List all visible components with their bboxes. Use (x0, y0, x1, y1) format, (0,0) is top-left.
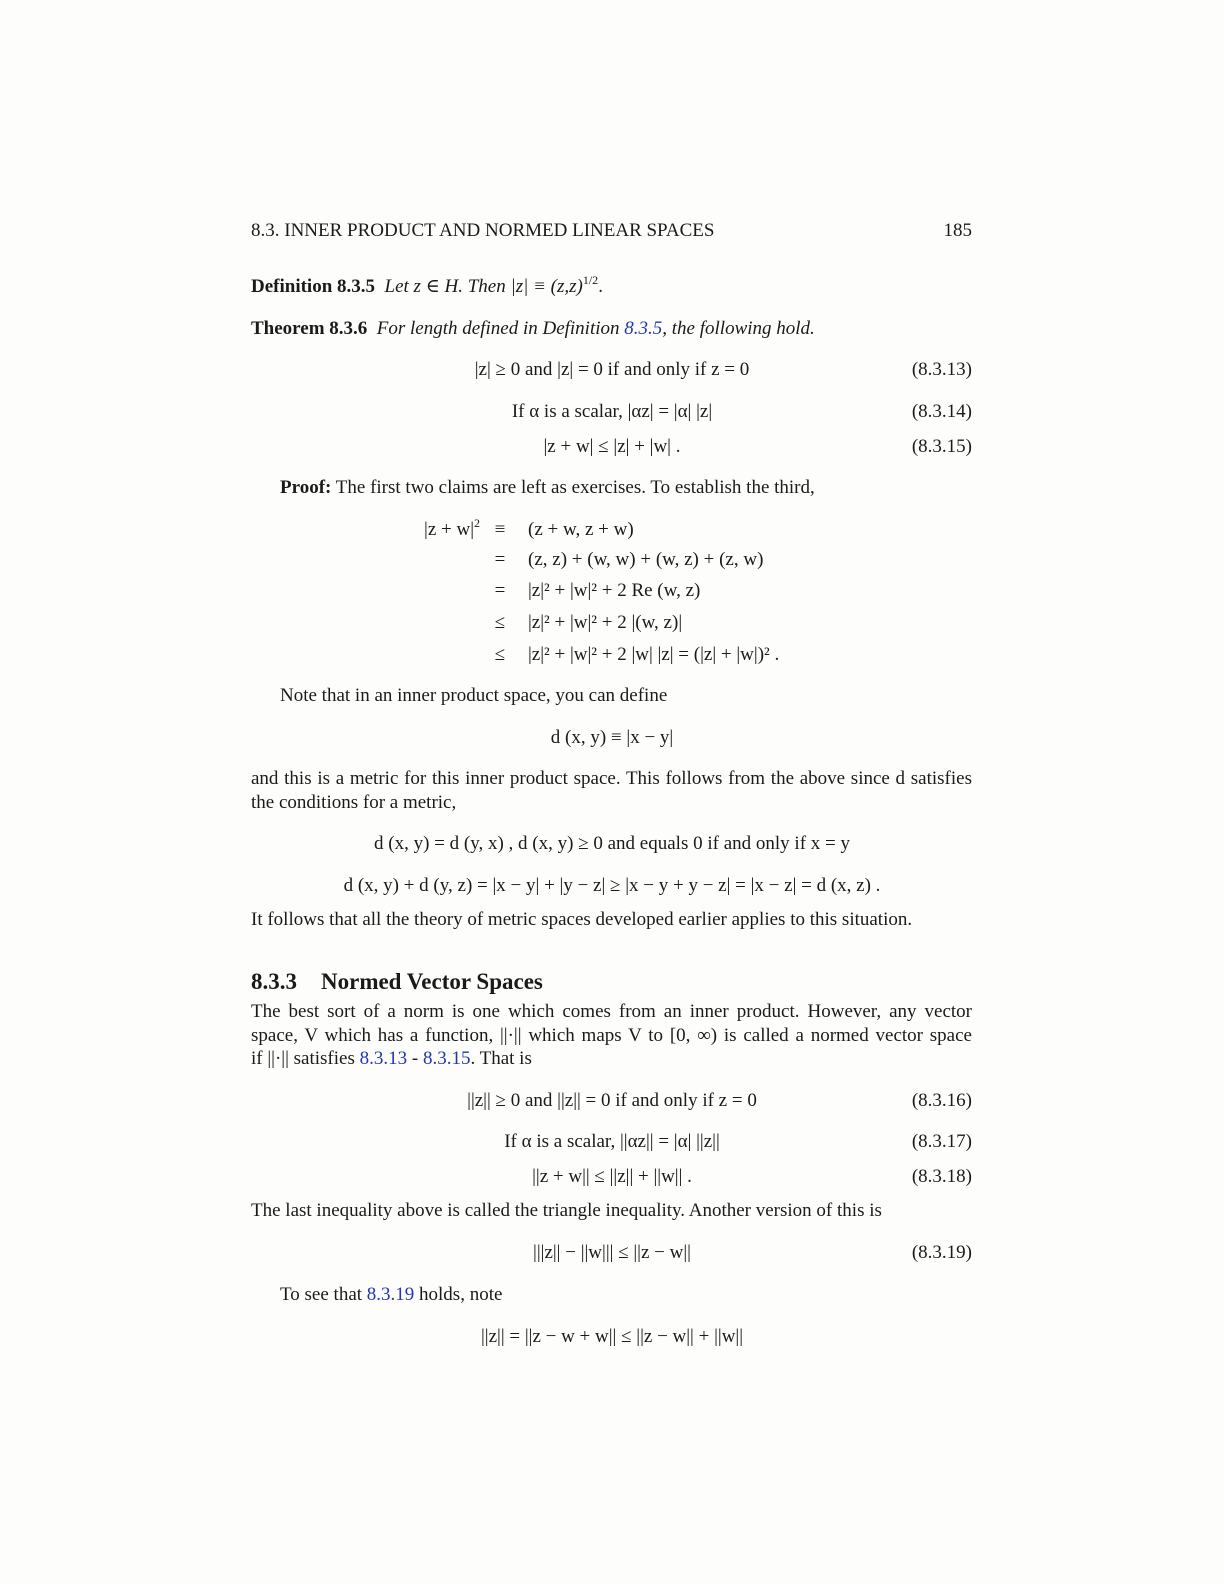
theorem-8-3-6: Theorem 8.3.6 For length defined in Definition 8.3.5, the following hold. (251, 318, 815, 339)
equation-number: (8.3.18) (911, 1166, 972, 1187)
equation-8-3-17: If α is a scalar, ||αz|| = |α| ||z|| (504, 1131, 720, 1152)
align-op: ≤ (494, 644, 506, 665)
metric-definition: d (x, y) ≡ |x − y| (550, 727, 674, 748)
definition-label: Definition 8.3.5 (251, 276, 376, 297)
definition-text: Let z ∈ H. Then |z| ≡ (z,z) (384, 276, 583, 297)
section-number: 8.3.3 (251, 969, 297, 994)
final-equation: ||z|| = ||z − w + w|| ≤ ||z − w|| + ||w|| (480, 1326, 744, 1347)
definition-exponent: 1/2 (582, 273, 599, 287)
section-heading (251, 968, 543, 996)
note-paragraph: Note that in an inner product space, you can define (280, 685, 668, 706)
align-lhs: $|z + w|^2$ (424, 516, 480, 540)
theorem-label: Theorem 8.3.6 (251, 318, 368, 339)
align-op: ≡ (494, 519, 506, 540)
paragraph-norm-line1: The best sort of a norm is one which comes from an inner product. However, any vector (251, 1001, 972, 1022)
align-op: = (494, 580, 506, 601)
ref-link-8-3-19[interactable]: 8.3.19 (366, 1284, 415, 1305)
section-title: Normed Vector Spaces (321, 969, 543, 994)
paragraph-metric: and this is a metric for this inner product space. This follows from the above since d satisfies the conditions for a metric, (251, 768, 972, 813)
ref-link-8-3-5[interactable]: 8.3.5 (624, 318, 663, 339)
definition-8-3-5: Definition 8.3.5 Let z ∈ H. Then $|z| \equiv (z,z)^{1/2}$. (251, 273, 603, 297)
equation-number: (8.3.13) (911, 359, 972, 380)
align-rhs: |z|² + |w|² + 2 Re (w, z) (528, 580, 701, 601)
equation-number: (8.3.17) (911, 1131, 972, 1152)
equation-8-3-13: |z| ≥ 0 and |z| = 0 if and only if z = 0 (474, 359, 750, 380)
metric-condition-1: d (x, y) = d (y, x) , d (x, y) ≥ 0 and equals 0 if and only if x = y (374, 833, 850, 854)
equation-8-3-18: ||z + w|| ≤ ||z|| + ||w|| . (532, 1166, 692, 1187)
equation-8-3-15: |z + w| ≤ |z| + |w| . (543, 436, 681, 457)
proof-label: Proof: (280, 477, 332, 498)
align-rhs: (z + w, z + w) (528, 519, 634, 540)
page-number: 185 (943, 220, 972, 241)
equation-8-3-19: |||z|| − ||w||| ≤ ||z − w|| (533, 1242, 691, 1263)
paragraph-to-see: To see that 8.3.19 holds, note (280, 1284, 503, 1305)
paragraph-norm-line3: if ||·|| satisfies 8.3.13 - 8.3.15. That is (251, 1048, 532, 1069)
equation-number: (8.3.19) (911, 1242, 972, 1263)
paragraph-norm-line2: space, V which has a function, ||·|| which maps V to [0, ∞) is called a normed vector space (251, 1025, 972, 1046)
metric-condition-2: d (x, y) + d (y, z) = |x − y| + |y − z| ≥ |x − y + y − z| = |x − z| = d (x, z) . (343, 875, 881, 896)
align-op: ≤ (494, 612, 506, 633)
proof-line: Proof: The first two claims are left as exercises. To establish the third, (280, 477, 815, 498)
running-header: 8.3. INNER PRODUCT AND NORMED LINEAR SPACES (251, 220, 715, 241)
equation-8-3-14: If α is a scalar, |αz| = |α| |z| (511, 401, 713, 422)
align-rhs: (z, z) + (w, w) + (w, z) + (z, w) (528, 549, 764, 570)
paragraph-follows: It follows that all the theory of metric spaces developed earlier applies to this situation. (251, 909, 913, 930)
ref-link-8-3-13[interactable]: 8.3.13 (359, 1048, 408, 1069)
equation-number: (8.3.14) (911, 401, 972, 422)
align-rhs: |z|² + |w|² + 2 |w| |z| = (|z| + |w|)² . (528, 644, 780, 665)
paragraph-triangle: The last inequality above is called the triangle inequality. Another version of this is (251, 1200, 882, 1221)
equation-number: (8.3.15) (911, 436, 972, 457)
align-rhs: |z|² + |w|² + 2 |(w, z)| (528, 612, 683, 633)
equation-number: (8.3.16) (911, 1090, 972, 1111)
equation-8-3-16: ||z|| ≥ 0 and ||z|| = 0 if and only if z = 0 (467, 1090, 757, 1111)
align-op: = (494, 549, 506, 570)
ref-link-8-3-15[interactable]: 8.3.15 (422, 1048, 471, 1069)
